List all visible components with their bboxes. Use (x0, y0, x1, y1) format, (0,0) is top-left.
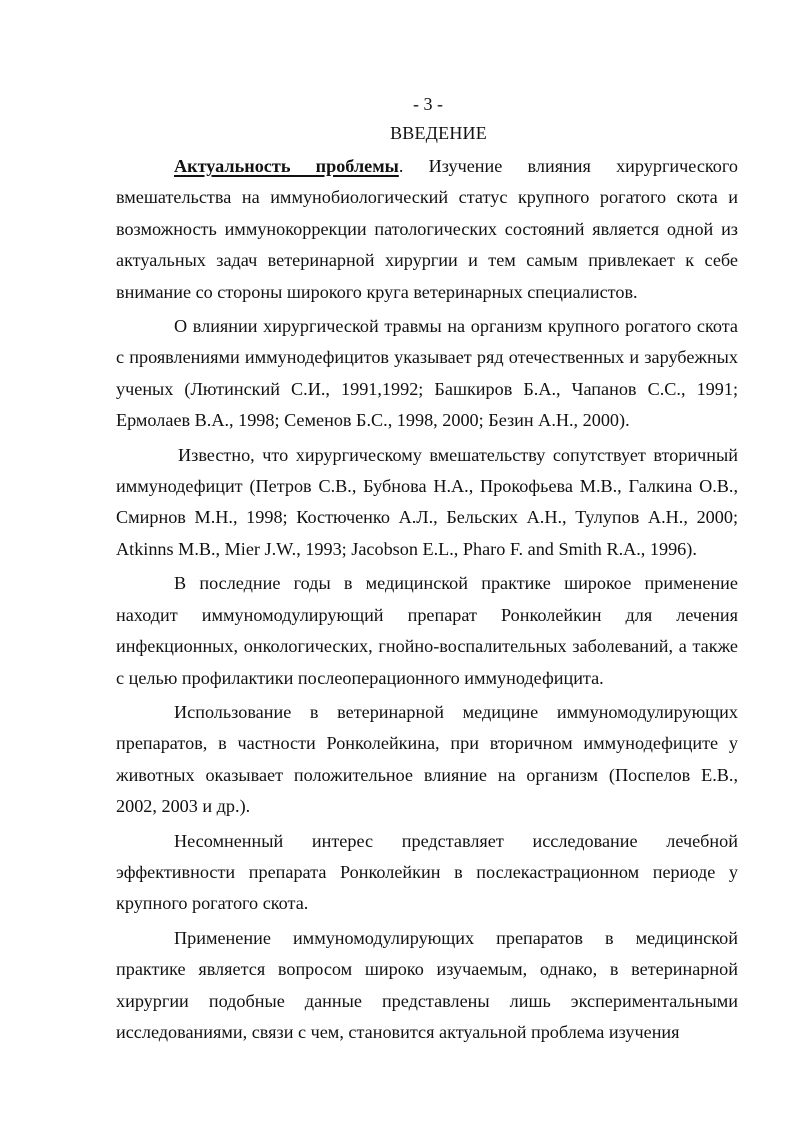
paragraph-relevance (116, 151, 738, 308)
paragraph-veterinary-use: Использование в ветеринарной медицине иммуномодулирующих препаратов, в частности Ронколейкина, при вторичном иммунодефиците у животных оказывает положительное влияние на организм (Поспелов Е.В., 2002, 2003 и др.). (116, 701, 738, 817)
lead-term-period: . (398, 156, 404, 176)
page-number: - 3 - (413, 94, 443, 114)
section-heading: ВВЕДЕНИЕ (390, 123, 487, 143)
lead-term-relevance: Актуальность проблемы (174, 156, 399, 176)
paragraph-research-interest: Несомненный интерес представляет исследование лечебной эффективности препарата Ронколейкин в послекастрационном периоде у крупного рогатого скота. (116, 830, 738, 914)
paragraph-application: Применение иммуномодулирующих препаратов в медицинской практике является вопросом широко изучаемым, однако, в ветеринарной хирургии подобные данные представлены лишь экспериментальными исследованиями, связи с чем, становится актуальной проблема изучения (116, 927, 738, 1042)
paragraph-roncoleukin-medicine: В последние годы в медицинской практике широкое применение находит иммуномодулирующий препарат Ронколейкин для лечения инфекционных, онкологических, гнойно-воспалительных заболеваний, а также с целью профилактики послеоперационного иммунодефицита. (116, 573, 738, 688)
paragraph-text: Изучение влияния хирургического вмешательства на иммунобиологический статус крупного рогатого скота и возможность иммунокоррекции патологических состояний является одной из актуальных задач ветеринарной хирургии и тем самым привлекает к себе внимание со стороны широкого круга ветеринарных специалистов. (116, 156, 738, 302)
body-text (116, 151, 738, 1048)
paragraph-secondary-immunodeficiency: Известно, что хирургическому вмешательству сопутствует вторичный иммунодефицит (Петров С.В., Бубнова Н.А., Прокофьева М.В., Галкина О.В., Смирнов М.Н., 1998; Костюченко А.Л., Бельских А.Н., Тулупов А.Н., 2000; Atkinns M.B., Mier J.W., 1993; Jacobson E.L., Pharo F. and Smith R.A., 1996). (116, 444, 738, 559)
paragraph-surgical-trauma: О влиянии хирургической травмы на организм крупного рогатого скота с проявлениями иммунодефицитов указывает ряд отечественных и зарубежных ученых (Лютинский С.И., 1991,1992; Башкиров Б.А., Чапанов С.С., 1991; Ермолаев В.А., 1998; Семенов Б.С., 1998, 2000; Безин А.Н., 2000). (116, 316, 738, 431)
